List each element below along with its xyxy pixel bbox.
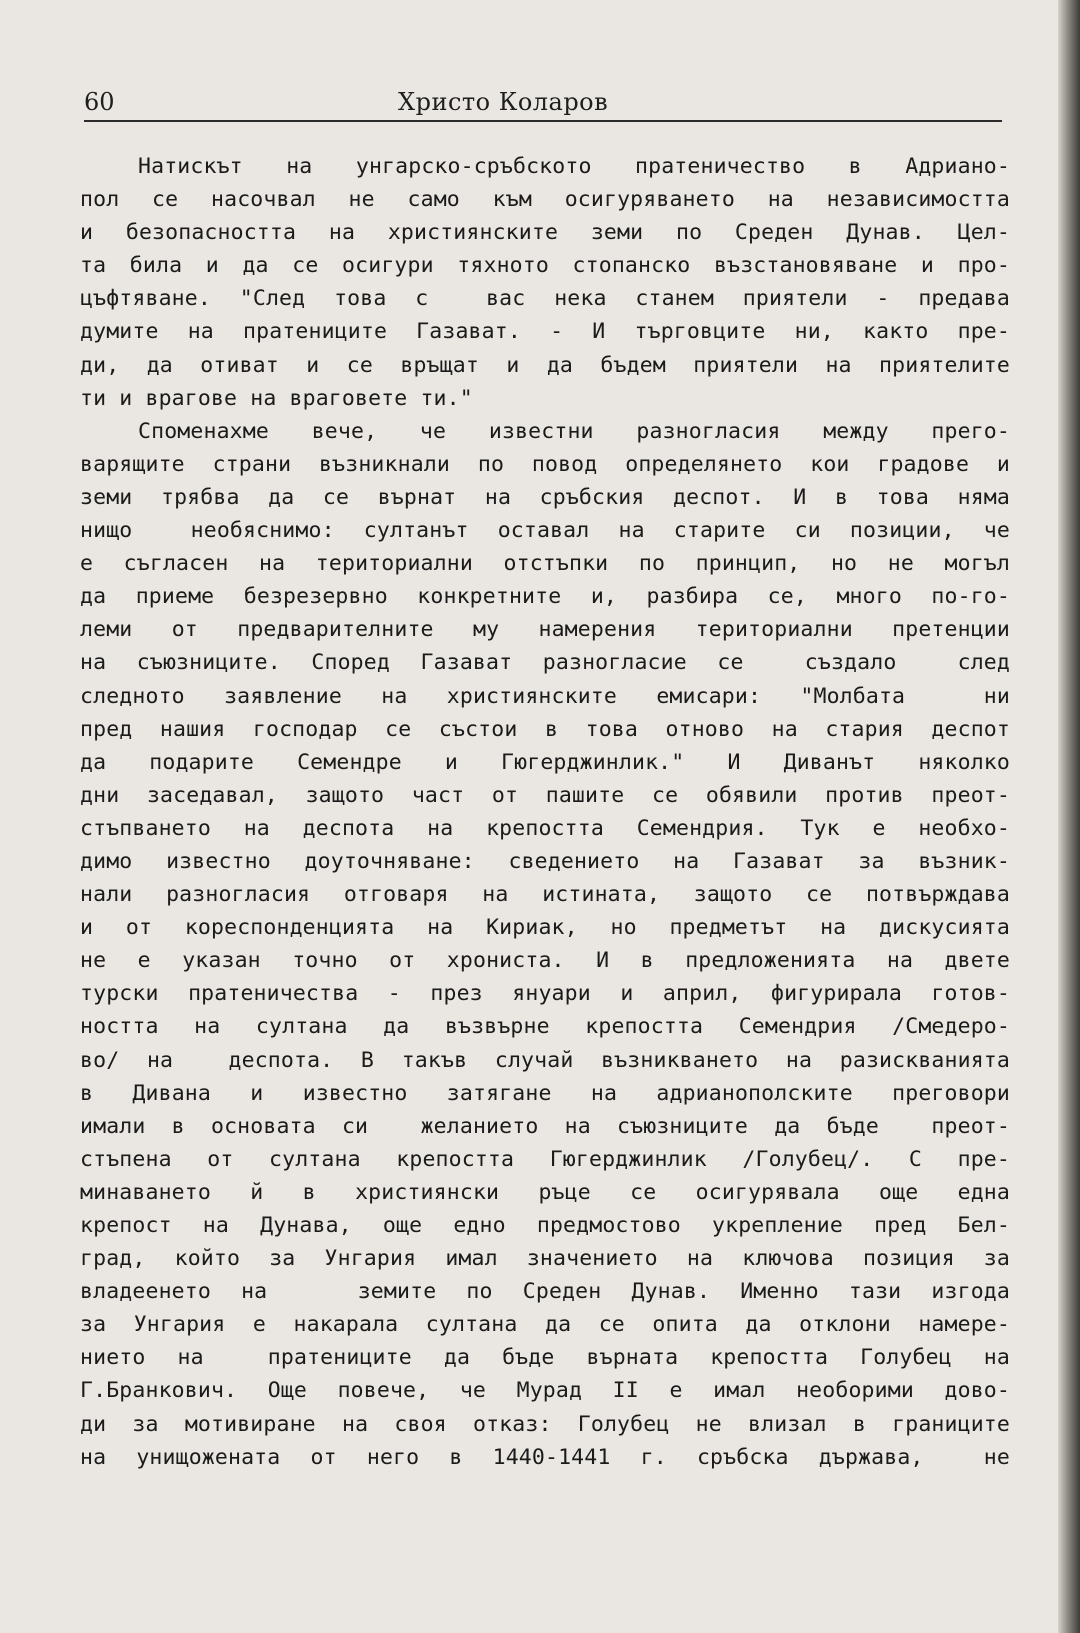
page-number: 60 (84, 88, 115, 116)
text-line: Натискът на унгарско-сръбското пратеничество в Адриано- (138, 154, 1010, 179)
book-binding-edge (1058, 0, 1080, 1633)
text-line: нали разногласия отговаря на истината, защото се потвърждава (80, 882, 1010, 908)
text-line: пол се насочвал не само към осигуряването на независимостта (80, 187, 1010, 213)
text-line: та била и да се осигури тяхното стопанско възстановяване и про- (80, 253, 1010, 279)
text-line: нието на пратениците да бъде върната крепостта Голубец на (80, 1345, 1010, 1371)
text-line: минаването й в християнски ръце се осигурявала още една (80, 1179, 1010, 1205)
text-line: следното заявление на християнските емисари: "Молбата ни (80, 683, 1010, 709)
text-line: е съгласен на териториални отстъпки по принцип, но не могъл (80, 551, 1010, 577)
text-line: ди за мотивиране на своя отказ: Голубец не влизал в границите (80, 1411, 1010, 1437)
text-line: ността на султана да възвърне крепостта Семендрия /Смедеро- (80, 1014, 1010, 1040)
text-line: стъпена от султана крепостта Гюгерджинлик /Голубец/. С пре- (80, 1146, 1010, 1172)
text-line: нищо необяснимо: султанът оставал на старите си позиции, че (80, 518, 1010, 544)
body-text (80, 150, 1010, 1474)
text-line: земи трябва да се върнат на сръбския деспот. И в това няма (80, 484, 1010, 510)
page-header (84, 86, 1002, 122)
text-line: да приеме безрезервно конкретните и, разбира се, много по-го- (80, 584, 1010, 610)
text-line: владеенето на земите по Среден Дунав. Именно тази изгода (80, 1279, 1010, 1305)
text-line: леми от предварителните му намерения териториални претенции (80, 617, 1010, 643)
text-line: не е указан точно от хрониста. И в предложенията на двете (80, 948, 1010, 974)
text-line: град, който за Унгария имал значението на ключова позиция за (80, 1246, 1010, 1272)
running-head-author: Христо Коларов (398, 88, 609, 116)
text-line: димо известно доуточняване: сведението на Газават за възник- (80, 848, 1010, 874)
text-line: Споменахме вече, че известни разногласия между прего- (138, 418, 1010, 444)
text-line: думите на пратениците Газават. - И търговците ни, както пре- (80, 319, 1010, 345)
text-line: дни заседавал, защото част от пашите се обявили против преот- (80, 782, 1010, 808)
text-line: на съюзниците. Според Газават разногласие се създало след (80, 650, 1010, 676)
text-line: ди, да отиват и се връщат и да бъдем приятели на приятелите (80, 352, 1010, 378)
text-line: и безопасността на християнските земи по Среден Дунав. Цел- (80, 220, 1010, 246)
text-line: пред нашия господар се състои в това отново на стария деспот (80, 716, 1010, 742)
text-line: стъпването на деспота на крепостта Семендрия. Тук е необхо- (80, 815, 1010, 841)
text-line: в Дивана и известно затягане на адрианополските преговори (80, 1080, 1010, 1106)
text-line: за Унгария е накарала султана да се опита да отклони намере- (80, 1312, 1010, 1338)
text-line: во/ на деспота. В такъв случай възникването на разискванията (80, 1047, 1010, 1073)
text-line: цъфтяване. "След това с вас нека станем приятели - предава (80, 286, 1010, 312)
text-line: имали в основата си желанието на съюзниците да бъде преот- (80, 1113, 1010, 1139)
text-line: варящите страни възникнали по повод определянето кои градове и (80, 451, 1010, 477)
text-line: и от кореспонденцията на Кириак, но предметът на дискусията (80, 915, 1010, 941)
text-line: на унищожената от него в 1440-1441 г. сръбска държава, не (80, 1444, 1010, 1470)
text-line: крепост на Дунава, още едно предмостово укрепление пред Бел- (80, 1213, 1010, 1238)
text-line: да подарите Семендре и Гюгерджинлик." И Диванът няколко (80, 749, 1010, 775)
text-line: турски пратеничества - през януари и април, фигурирала готов- (80, 981, 1010, 1007)
text-line: Г.Бранкович. Още повече, че Мурад II е имал необорими дово- (80, 1378, 1010, 1404)
text-line: ти и врагове на враговете ти." (80, 385, 473, 411)
